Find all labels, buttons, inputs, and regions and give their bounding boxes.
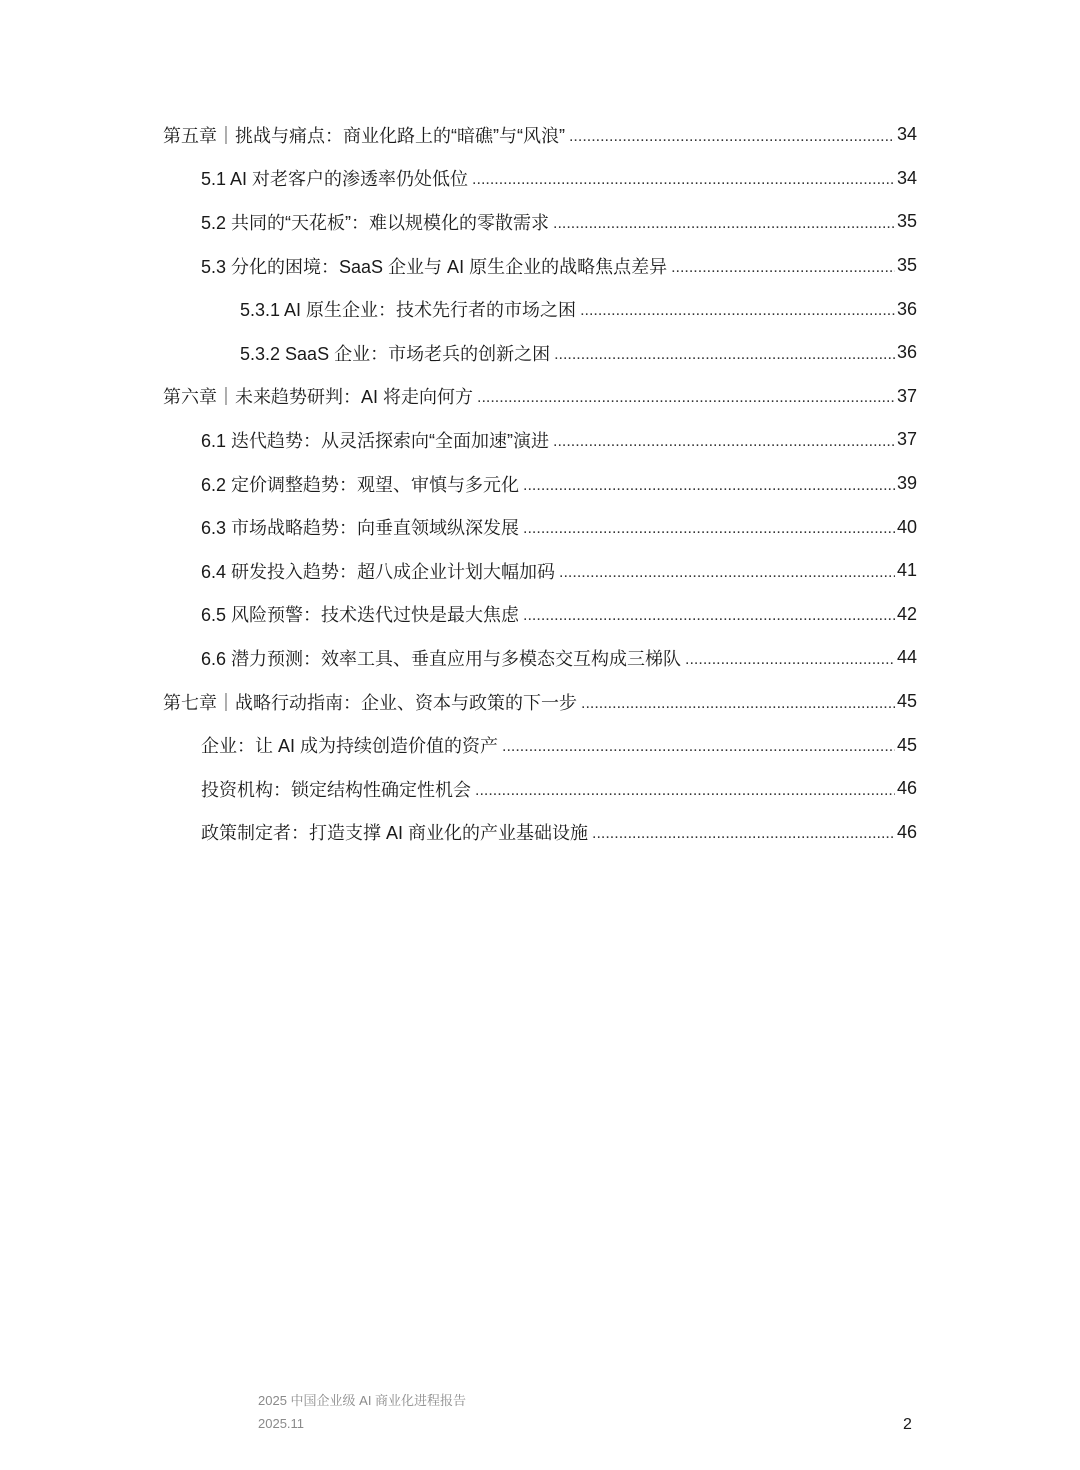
toc-entry-label: 政策制定者：打造支撑 AI 商业化的产业基础设施 bbox=[201, 823, 589, 844]
toc-entry-chapter-6[interactable] bbox=[0, 375, 917, 419]
toc-entry-page: 37 bbox=[896, 385, 917, 406]
footer-report-title: 2025 中国企业级 AI 商业化进程报告 bbox=[258, 1393, 467, 1408]
toc-entry-label: 6.1 迭代趋势：从灵活探索向“全面加速”演进 bbox=[201, 430, 550, 451]
dot-leader bbox=[671, 259, 895, 277]
dot-leader bbox=[685, 651, 895, 669]
toc-entry-page: 42 bbox=[896, 603, 917, 624]
toc-entry-page: 35 bbox=[896, 211, 917, 232]
toc-entry-page: 45 bbox=[896, 691, 917, 712]
toc-entry-policymakers[interactable] bbox=[0, 811, 917, 855]
toc-entry-investors[interactable] bbox=[0, 767, 917, 811]
dot-leader bbox=[580, 302, 895, 320]
toc-entry-5-3-2[interactable] bbox=[0, 331, 917, 375]
toc-entry-5-3-1[interactable] bbox=[0, 287, 917, 331]
dot-leader bbox=[523, 520, 895, 538]
dot-leader bbox=[592, 825, 895, 843]
toc-entry-chapter-5[interactable] bbox=[0, 113, 917, 157]
toc-entry-page: 34 bbox=[896, 167, 917, 188]
dot-leader bbox=[523, 607, 895, 625]
toc-entry-6-1[interactable] bbox=[0, 418, 917, 462]
toc-entry-6-6[interactable] bbox=[0, 636, 917, 680]
toc-entry-page: 35 bbox=[896, 255, 917, 276]
toc-entry-label: 投资机构：锁定结构性确定性机会 bbox=[201, 779, 471, 800]
toc-entry-page: 46 bbox=[896, 778, 917, 799]
toc-entry-5-3[interactable] bbox=[0, 244, 917, 288]
toc-entry-label: 5.3 分化的困境：SaaS 企业与 AI 原生企业的战略焦点差异 bbox=[201, 256, 668, 277]
table-of-contents bbox=[0, 113, 1080, 854]
toc-entry-chapter-7[interactable] bbox=[0, 680, 917, 724]
toc-entry-enterprise[interactable] bbox=[0, 723, 917, 767]
toc-entry-label: 6.5 风险预警：技术迭代过快是最大焦虑 bbox=[201, 605, 520, 626]
toc-entry-page: 39 bbox=[896, 473, 917, 494]
dot-leader bbox=[475, 782, 895, 800]
toc-entry-label: 企业：让 AI 成为持续创造价值的资产 bbox=[201, 736, 499, 757]
dot-leader bbox=[559, 564, 895, 582]
toc-entry-page: 34 bbox=[896, 124, 917, 145]
dot-leader bbox=[502, 738, 895, 756]
toc-entry-label: 5.1 AI 对老客户的渗透率仍处低位 bbox=[201, 169, 469, 190]
toc-entry-6-2[interactable] bbox=[0, 462, 917, 506]
dot-leader bbox=[581, 695, 895, 713]
dot-leader bbox=[553, 433, 895, 451]
toc-entry-label: 5.2 共同的“天花板”：难以规模化的零散需求 bbox=[201, 212, 550, 233]
toc-entry-page: 37 bbox=[896, 429, 917, 450]
toc-entry-5-1[interactable] bbox=[0, 157, 917, 201]
footer-date: 2025.11 bbox=[258, 1416, 305, 1431]
dot-leader bbox=[569, 128, 895, 146]
toc-entry-page: 41 bbox=[896, 560, 917, 581]
toc-entry-6-3[interactable] bbox=[0, 505, 917, 549]
toc-entry-5-2[interactable] bbox=[0, 200, 917, 244]
toc-entry-page: 44 bbox=[896, 647, 917, 668]
page-number: 2 bbox=[903, 1416, 912, 1433]
toc-entry-page: 40 bbox=[896, 516, 917, 537]
dot-leader bbox=[523, 477, 895, 495]
toc-entry-label: 第五章｜挑战与痛点：商业化路上的“暗礁”与“风浪” bbox=[163, 125, 565, 146]
toc-entry-label: 5.3.2 SaaS 企业：市场老兵的创新之困 bbox=[240, 343, 551, 364]
dot-leader bbox=[477, 389, 895, 407]
toc-entry-label: 6.6 潜力预测：效率工具、垂直应用与多模态交互构成三梯队 bbox=[201, 648, 682, 669]
toc-entry-6-4[interactable] bbox=[0, 549, 917, 593]
toc-entry-page: 46 bbox=[896, 821, 917, 842]
toc-entry-label: 6.2 定价调整趋势：观望、审慎与多元化 bbox=[201, 474, 520, 495]
toc-entry-label: 6.3 市场战略趋势：向垂直领域纵深发展 bbox=[201, 518, 520, 539]
dot-leader bbox=[554, 346, 895, 364]
toc-entry-page: 36 bbox=[896, 342, 917, 363]
toc-entry-label: 5.3.1 AI 原生企业：技术先行者的市场之困 bbox=[240, 300, 577, 321]
toc-entry-label: 第七章｜战略行动指南：企业、资本与政策的下一步 bbox=[163, 692, 577, 713]
toc-entry-page: 36 bbox=[896, 298, 917, 319]
toc-entry-label: 第六章｜未来趋势研判：AI 将走向何方 bbox=[163, 387, 474, 408]
dot-leader bbox=[472, 171, 895, 189]
dot-leader bbox=[553, 215, 895, 233]
toc-entry-page: 45 bbox=[896, 734, 917, 755]
toc-entry-6-5[interactable] bbox=[0, 593, 917, 637]
toc-entry-label: 6.4 研发投入趋势：超八成企业计划大幅加码 bbox=[201, 561, 556, 582]
